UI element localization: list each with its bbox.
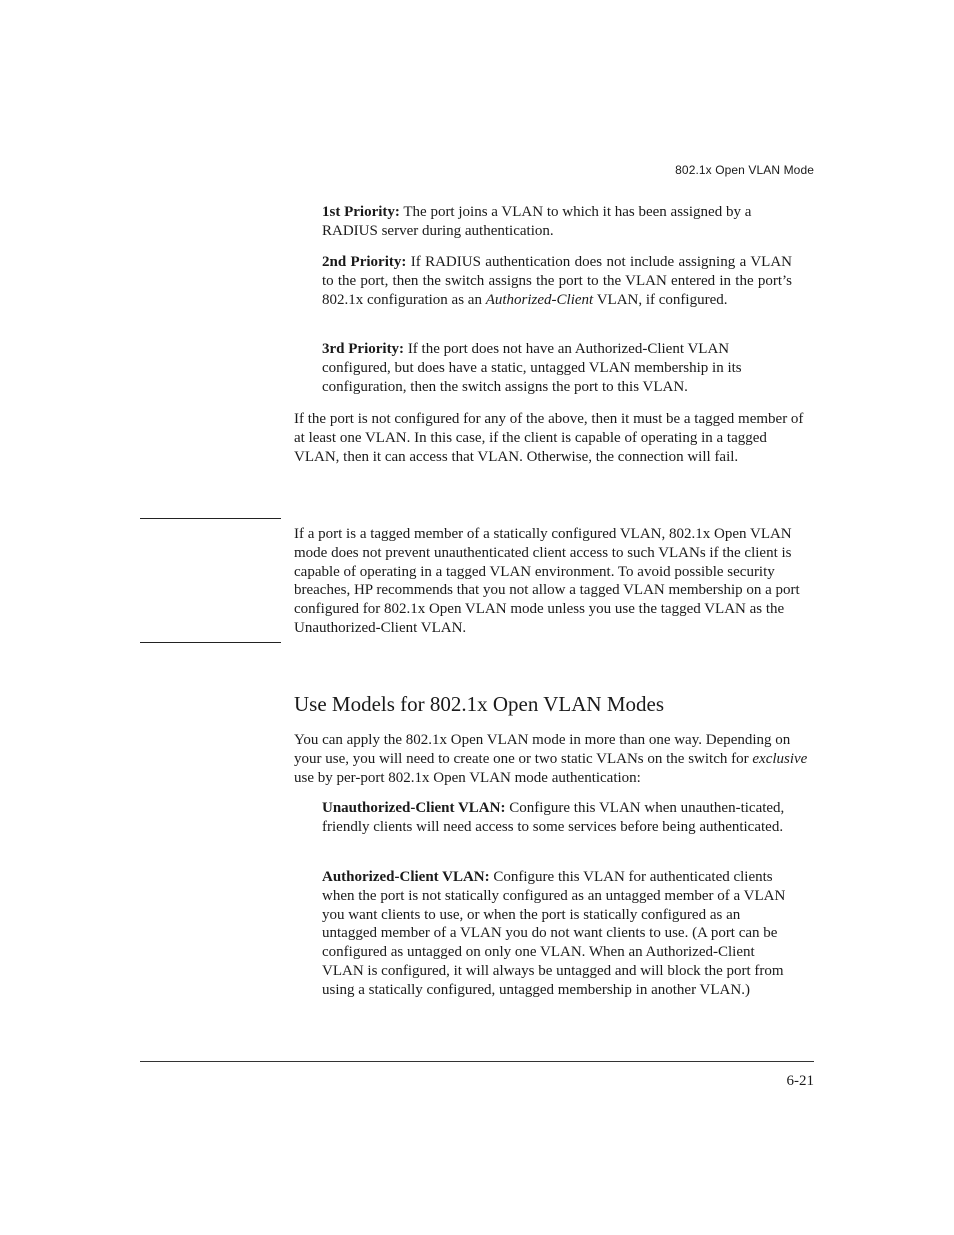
section-intro-text-end: use by per-port 802.1x Open VLAN mode authentication: bbox=[294, 769, 641, 786]
footer-rule bbox=[140, 1061, 814, 1062]
priority-3 bbox=[322, 340, 792, 396]
section-intro-emphasis: exclusive bbox=[752, 750, 808, 767]
page-number: 6-21 bbox=[786, 1073, 814, 1089]
priority-1-label: 1st Priority: bbox=[322, 204, 400, 220]
section-heading: Use Models for 802.1x Open VLAN Modes bbox=[294, 692, 664, 716]
priority-3-text: If the port does not have an Authorized-Client VLAN configured, but does have a static, untagged VLAN membership in its configuration, then the switch assigns the port to this VLAN. bbox=[322, 341, 742, 395]
authorized-client-item bbox=[322, 868, 792, 1000]
priority-1-text: The port joins a VLAN to which it has been assigned by a RADIUS server during authentication. bbox=[322, 204, 752, 239]
authorized-client-text: Configure this VLAN for authenticated clients when the port is not statically configured as an untagged member of a VLAN you want clients to use, or when the port is statically configured as an untagged member of a VLAN you do not want clients to use. (A port can be configured as untagged on only one VLAN. When an Authorized-Client VLAN is configured, it will always be untagged and will block the port from using a statically configured, untagged membership in another VLAN.) bbox=[322, 869, 786, 998]
note-text: If a port is a tagged member of a statically configured VLAN, 802.1x Open VLAN mode does not prevent unauthenticated client access to such VLANs if the client is capable of operating in a tagged VLAN environment. To avoid possible security breaches, HP recommends that you not allow a tagged VLAN membership on a port configured for 802.1x Open VLAN mode unless you use the tagged VLAN as the Unauthorized-Client VLAN. bbox=[294, 526, 800, 636]
note-bottom-rule bbox=[140, 642, 281, 643]
section-intro bbox=[294, 731, 814, 787]
priority-3-label: 3rd Priority: bbox=[322, 341, 405, 357]
running-header: 802.1x Open VLAN Mode bbox=[675, 163, 814, 177]
authorized-client-label: Authorized-Client VLAN: bbox=[322, 869, 490, 885]
priority-1 bbox=[322, 203, 792, 241]
priority-2-text: If RADIUS authentication does not include assigning a VLAN to the port, then the switch assigns the port to the VLAN entered in the port’s 802.1x configuration as an bbox=[322, 254, 792, 308]
priority-2-label: 2nd Priority: bbox=[322, 254, 407, 270]
tagged-paragraph: If the port is not configured for any of the above, then it must be a tagged member of at least one VLAN. In this case, if the client is capable of operating in a tagged VLAN, then it can access that VLAN. Otherwise, the connection will fail. bbox=[294, 411, 804, 465]
unauthorized-client-text: Configure this VLAN when unauthen-ticated, friendly clients will need access to some services before being authenticated. bbox=[322, 800, 785, 835]
section-intro-text: You can apply the 802.1x Open VLAN mode in more than one way. Depending on your use, you will need to create one or two static VLANs on the switch for bbox=[294, 732, 791, 767]
unauthorized-client-label: Unauthorized-Client VLAN: bbox=[322, 800, 506, 816]
note-top-rule bbox=[140, 518, 281, 519]
priority-2 bbox=[322, 253, 792, 309]
unauthorized-client-item bbox=[322, 799, 792, 837]
priority-2-emphasis: Authorized-Client bbox=[485, 291, 594, 308]
priority-2-text-end: VLAN, if configured. bbox=[593, 291, 728, 308]
